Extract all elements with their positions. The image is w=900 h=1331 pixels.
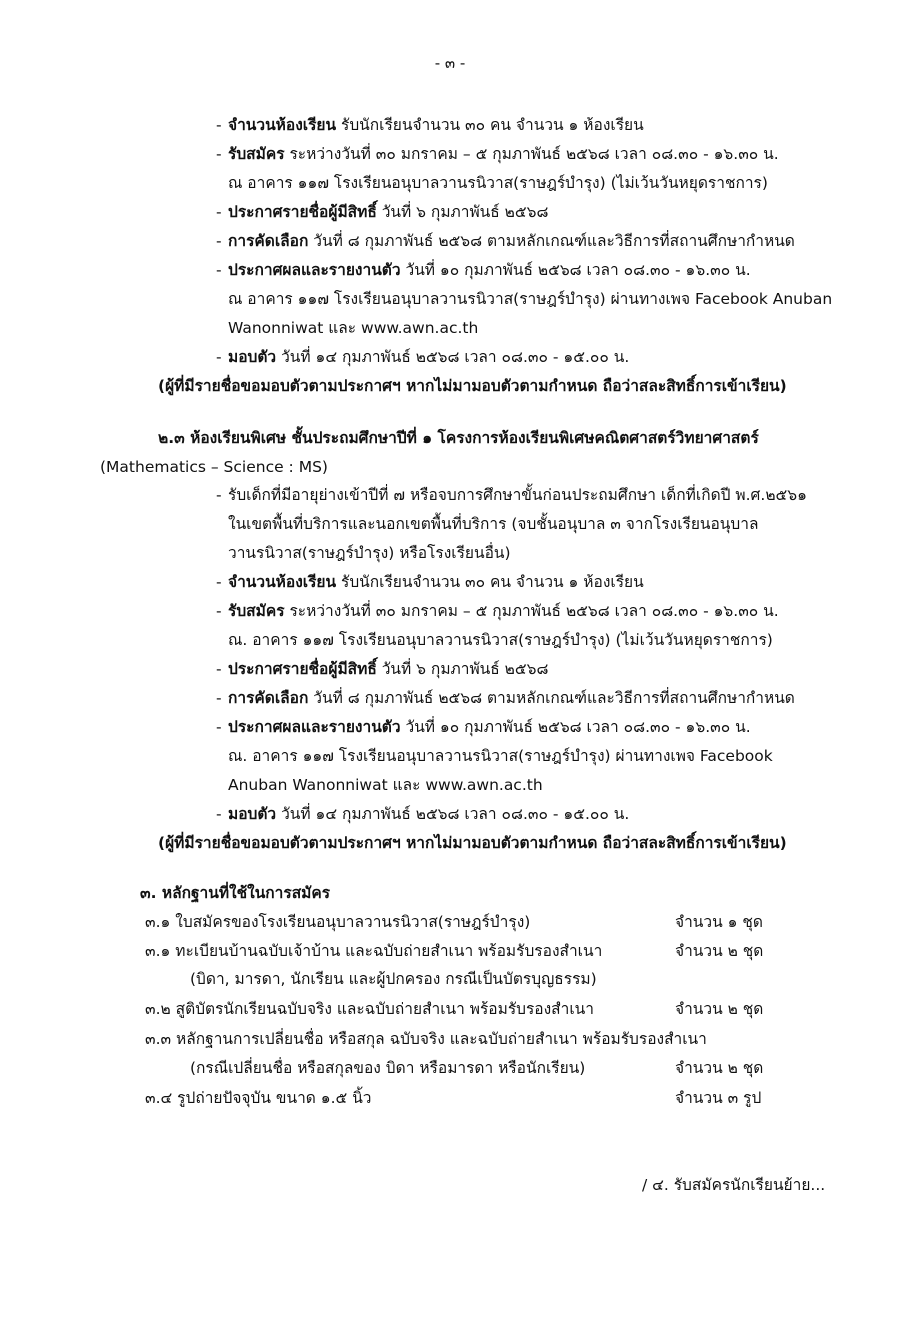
bullet-dash: - — [216, 203, 222, 221]
list-item-line — [228, 600, 779, 622]
item-label: การคัดเลือก — [228, 689, 309, 707]
document-item: ๓.๒ สูติบัตรนักเรียนฉบับจริง และฉบับถ่ายสำเนา พร้อมรับรองสำเนา — [145, 1000, 594, 1018]
list-item-line — [228, 484, 807, 506]
list-item-line — [228, 230, 795, 252]
item-text: Anuban Wanonniwat และ www.awn.ac.th — [228, 776, 543, 794]
item-text: วานรนิวาส(ราษฎร์บำรุง) หรือโรงเรียนอื่น) — [228, 544, 511, 562]
document-quantity: จำนวน ๓ รูป — [675, 1089, 762, 1107]
item-label: ประกาศรายชื่อผู้มีสิทธิ์ — [228, 203, 377, 221]
item-text: ณ. อาคาร ๑๑๗ โรงเรียนอนุบาลวานรนิวาส(ราษฎร์บำรุง) (ไม่เว้นวันหยุดราชการ) — [228, 631, 773, 649]
item-text: ระหว่างวันที่ ๓๐ มกราคม – ๕ กุมภาพันธ์ ๒๕๖๘ เวลา ๐๘.๓๐ - ๑๖.๓๐ น. — [284, 145, 779, 163]
list-item-line — [228, 774, 543, 796]
document-item: ๓.๑ ทะเบียนบ้านฉบับเจ้าบ้าน และฉบับถ่ายสำเนา พร้อมรับรองสำเนา — [145, 942, 603, 960]
list-item-line — [228, 317, 478, 339]
bullet-dash: - — [216, 348, 222, 366]
item-text: Wanonniwat และ www.awn.ac.th — [228, 319, 479, 337]
section-3-heading: ๓. หลักฐานที่ใช้ในการสมัคร — [140, 884, 331, 902]
list-item-line — [228, 571, 644, 593]
list-item-line — [228, 658, 548, 680]
bullet-dash: - — [216, 116, 222, 134]
section-23-note: (ผู้ที่มีรายชื่อขอมอบตัวตามประกาศฯ หากไม่มามอบตัวตามกำหนด ถือว่าสละสิทธิ์การเข้าเรียน) — [158, 834, 787, 852]
document-quantity: จำนวน ๒ ชุด — [675, 1059, 764, 1077]
item-label: จำนวนห้องเรียน — [228, 573, 337, 591]
document-item: (บิดา, มารดา, นักเรียน และผู้ปกครอง กรณีเป็นบัตรบุญธรรม) — [190, 970, 597, 988]
document-quantity: จำนวน ๒ ชุด — [675, 942, 764, 960]
item-text: ณ อาคาร ๑๑๗ โรงเรียนอนุบาลวานรนิวาส(ราษฎร์บำรุง) (ไม่เว้นวันหยุดราชการ) — [228, 174, 768, 192]
list-item-line — [228, 513, 758, 535]
document-item: ๓.๓ หลักฐานการเปลี่ยนชื่อ หรือสกุล ฉบับจริง และฉบับถ่ายสำเนา พร้อมรับรองสำเนา — [145, 1030, 707, 1048]
list-item-line — [228, 346, 629, 368]
document-item: (กรณีเปลี่ยนชื่อ หรือสกุลของ บิดา หรือมารดา หรือนักเรียน) — [190, 1059, 586, 1077]
section-a-note: (ผู้ที่มีรายชื่อขอมอบตัวตามประกาศฯ หากไม่มามอบตัวตามกำหนด ถือว่าสละสิทธิ์การเข้าเรียน) — [158, 377, 787, 395]
item-label: รับสมัคร — [228, 602, 285, 620]
document-item: ๓.๑ ใบสมัครของโรงเรียนอนุบาลวานรนิวาส(ราษฎร์บำรุง) — [145, 913, 531, 931]
list-item-line — [228, 803, 629, 825]
item-text: ระหว่างวันที่ ๓๐ มกราคม – ๕ กุมภาพันธ์ ๒๕๖๘ เวลา ๐๘.๓๐ - ๑๖.๓๐ น. — [284, 602, 779, 620]
item-text: รับนักเรียนจำนวน ๓๐ คน จำนวน ๑ ห้องเรียน — [336, 573, 644, 591]
item-label: ประกาศผลและรายงานตัว — [228, 261, 401, 279]
page-number: - ๓ - — [434, 54, 466, 72]
item-text: ณ. อาคาร ๑๑๗ โรงเรียนอนุบาลวานรนิวาส(ราษฎร์บำรุง) ผ่านทางเพจ Facebook — [228, 747, 773, 765]
continuation-note: / ๔. รับสมัครนักเรียนย้าย... — [642, 1176, 826, 1194]
document-item: ๓.๔ รูปถ่ายปัจจุบัน ขนาด ๑.๕ นิ้ว — [145, 1089, 372, 1107]
item-text: ณ อาคาร ๑๑๗ โรงเรียนอนุบาลวานรนิวาส(ราษฎร์บำรุง) ผ่านทางเพจ Facebook Anuban — [228, 290, 833, 308]
bullet-dash: - — [216, 261, 222, 279]
item-text: วันที่ ๑๐ กุมภาพันธ์ ๒๕๖๘ เวลา ๐๘.๓๐ - ๑๖.๓๐ น. — [400, 718, 751, 736]
item-label: การคัดเลือก — [228, 232, 309, 250]
list-item-line — [228, 687, 795, 709]
item-label: รับสมัคร — [228, 145, 285, 163]
item-label: ประกาศรายชื่อผู้มีสิทธิ์ — [228, 660, 377, 678]
list-item-line — [228, 716, 751, 738]
item-text: วันที่ ๑๐ กุมภาพันธ์ ๒๕๖๘ เวลา ๐๘.๓๐ - ๑๖.๓๐ น. — [400, 261, 751, 279]
item-label: มอบตัว — [228, 348, 277, 366]
item-text: วันที่ ๘ กุมภาพันธ์ ๒๕๖๘ ตามหลักเกณฑ์และวิธีการที่สถานศึกษากำหนด — [308, 689, 795, 707]
list-item-line — [228, 542, 511, 564]
item-text: วันที่ ๑๔ กุมภาพันธ์ ๒๕๖๘ เวลา ๐๘.๓๐ - ๑๕.๐๐ น. — [276, 805, 630, 823]
document-quantity: จำนวน ๑ ชุด — [675, 913, 763, 931]
list-item-line — [228, 201, 548, 223]
bullet-dash: - — [216, 573, 222, 591]
item-text: วันที่ ๘ กุมภาพันธ์ ๒๕๖๘ ตามหลักเกณฑ์และวิธีการที่สถานศึกษากำหนด — [308, 232, 795, 250]
list-item-line — [228, 745, 773, 767]
list-item-line — [228, 172, 768, 194]
list-item-line — [228, 143, 779, 165]
section-23-heading: ๒.๓ ห้องเรียนพิเศษ ชั้นประถมศึกษาปีที่ ๑ โครงการห้องเรียนพิเศษคณิตศาสตร์วิทยาศาสตร์ — [158, 429, 759, 447]
list-item-line — [228, 629, 773, 651]
list-item-line — [228, 114, 644, 136]
bullet-dash: - — [216, 660, 222, 678]
bullet-dash: - — [216, 145, 222, 163]
section-23-heading-cont: (Mathematics – Science : MS) — [100, 458, 328, 476]
item-text: วันที่ ๖ กุมภาพันธ์ ๒๕๖๘ — [376, 203, 549, 221]
item-label: จำนวนห้องเรียน — [228, 116, 337, 134]
item-label: มอบตัว — [228, 805, 277, 823]
bullet-dash: - — [216, 718, 222, 736]
item-text: รับเด็กที่มีอายุย่างเข้าปีที่ ๗ หรือจบการศึกษาขั้นก่อนประถมศึกษา เด็กที่เกิดปี พ.ศ.๒๕๖๑ — [228, 486, 807, 504]
item-label: ประกาศผลและรายงานตัว — [228, 718, 401, 736]
list-item-line — [228, 288, 832, 310]
bullet-dash: - — [216, 602, 222, 620]
bullet-dash: - — [216, 689, 222, 707]
item-text: วันที่ ๑๔ กุมภาพันธ์ ๒๕๖๘ เวลา ๐๘.๓๐ - ๑๕.๐๐ น. — [276, 348, 630, 366]
item-text: ในเขตพื้นที่บริการและนอกเขตพื้นที่บริการ (จบชั้นอนุบาล ๓ จากโรงเรียนอนุบาล — [228, 515, 759, 533]
item-text: รับนักเรียนจำนวน ๓๐ คน จำนวน ๑ ห้องเรียน — [336, 116, 644, 134]
bullet-dash: - — [216, 805, 222, 823]
list-item-line — [228, 259, 751, 281]
item-text: วันที่ ๖ กุมภาพันธ์ ๒๕๖๘ — [376, 660, 549, 678]
bullet-dash: - — [216, 232, 222, 250]
document-quantity: จำนวน ๒ ชุด — [675, 1000, 764, 1018]
bullet-dash: - — [216, 486, 222, 504]
